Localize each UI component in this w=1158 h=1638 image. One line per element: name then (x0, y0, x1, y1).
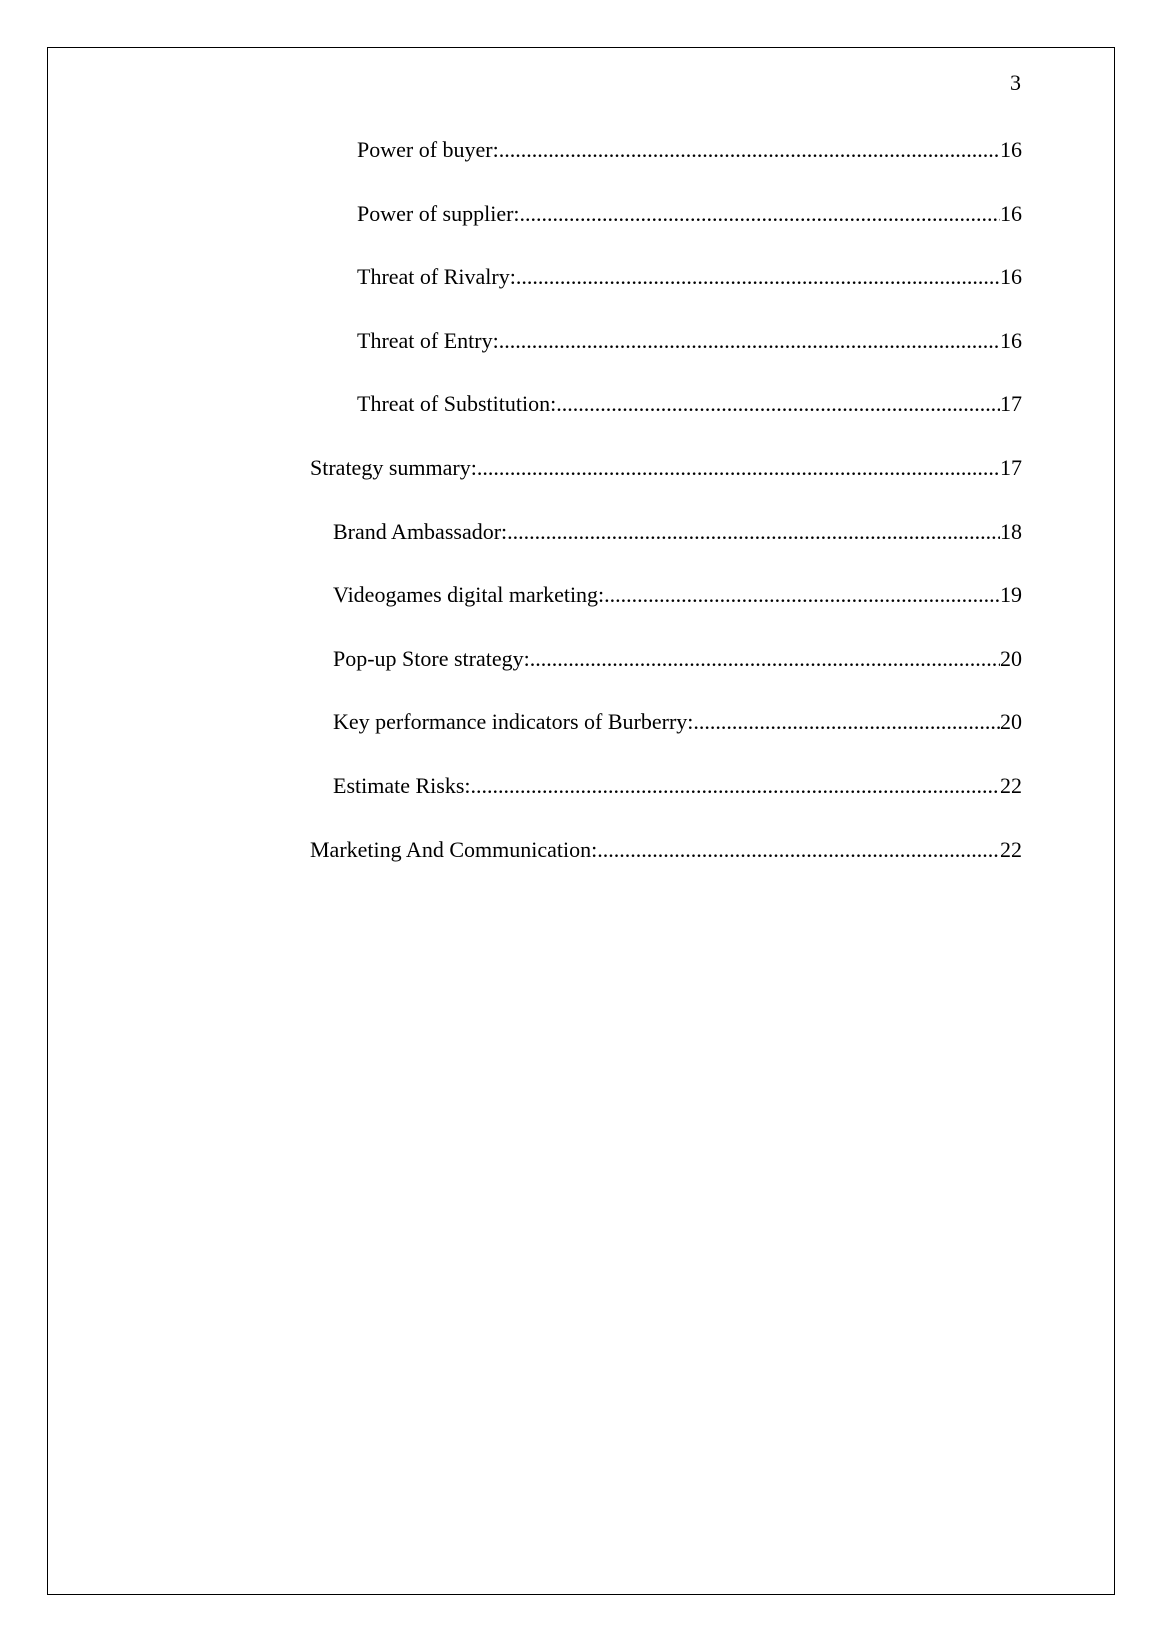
toc-entry-page: 22 (1000, 772, 1022, 798)
toc-entry[interactable] (310, 455, 1022, 519)
page-number: 3 (1010, 70, 1021, 95)
toc-dot-leader (516, 264, 1000, 290)
toc-entry-title: Strategy summary: (310, 454, 477, 480)
toc-entry-page: 20 (1000, 709, 1022, 735)
toc-dot-leader (530, 646, 1000, 672)
toc-dot-leader (597, 837, 1000, 863)
toc-entry-page: 16 (1000, 264, 1022, 290)
toc-entry-title: Marketing And Communication: (310, 836, 598, 862)
toc-dot-leader (471, 773, 1001, 799)
toc-entry[interactable] (310, 773, 1022, 837)
toc-entry-title: Power of buyer: (357, 137, 499, 162)
toc-entry[interactable] (310, 137, 1022, 201)
toc-dot-leader (556, 391, 1000, 417)
toc-dot-leader (604, 582, 1000, 608)
toc-entry-page: 17 (1000, 391, 1022, 417)
toc-entry-title: Brand Ambassador: (333, 518, 508, 544)
table-of-contents (310, 137, 1022, 900)
toc-entry-title: Threat of Rivalry: (357, 264, 516, 290)
toc-entry-title: Estimate Risks: (333, 772, 471, 798)
toc-entry-page: 22 (1000, 836, 1022, 862)
toc-entry[interactable] (310, 201, 1022, 265)
toc-dot-leader (507, 519, 1000, 545)
toc-entry-title: Videogames digital marketing: (333, 582, 605, 608)
toc-entry[interactable] (310, 264, 1022, 328)
toc-entry[interactable] (310, 328, 1022, 392)
toc-dot-leader (499, 137, 1000, 163)
toc-dot-leader (477, 455, 1000, 481)
toc-entry[interactable] (310, 646, 1022, 710)
toc-entry-page: 16 (1000, 137, 1022, 162)
toc-entry[interactable] (310, 391, 1022, 455)
toc-entry-title: Pop-up Store strategy: (333, 645, 530, 671)
toc-entry-page: 19 (1000, 582, 1022, 608)
toc-entry-title: Threat of Entry: (357, 327, 499, 353)
toc-entry-page: 20 (1000, 645, 1022, 671)
toc-entry-page: 18 (1000, 518, 1022, 544)
toc-entry[interactable] (310, 709, 1022, 773)
toc-dot-leader (520, 201, 1000, 227)
toc-entry-title: Power of supplier: (357, 200, 520, 226)
toc-dot-leader (693, 709, 1000, 735)
toc-entry[interactable] (310, 519, 1022, 583)
toc-entry-title: Key performance indicators of Burberry: (333, 709, 694, 735)
toc-entry-title: Threat of Substitution: (357, 391, 557, 417)
toc-entry[interactable] (310, 582, 1022, 646)
toc-entry-page: 17 (1000, 454, 1022, 480)
toc-entry-page: 16 (1000, 327, 1022, 353)
toc-dot-leader (499, 328, 1000, 354)
toc-entry[interactable] (310, 837, 1022, 901)
toc-entry-page: 16 (1000, 200, 1022, 226)
